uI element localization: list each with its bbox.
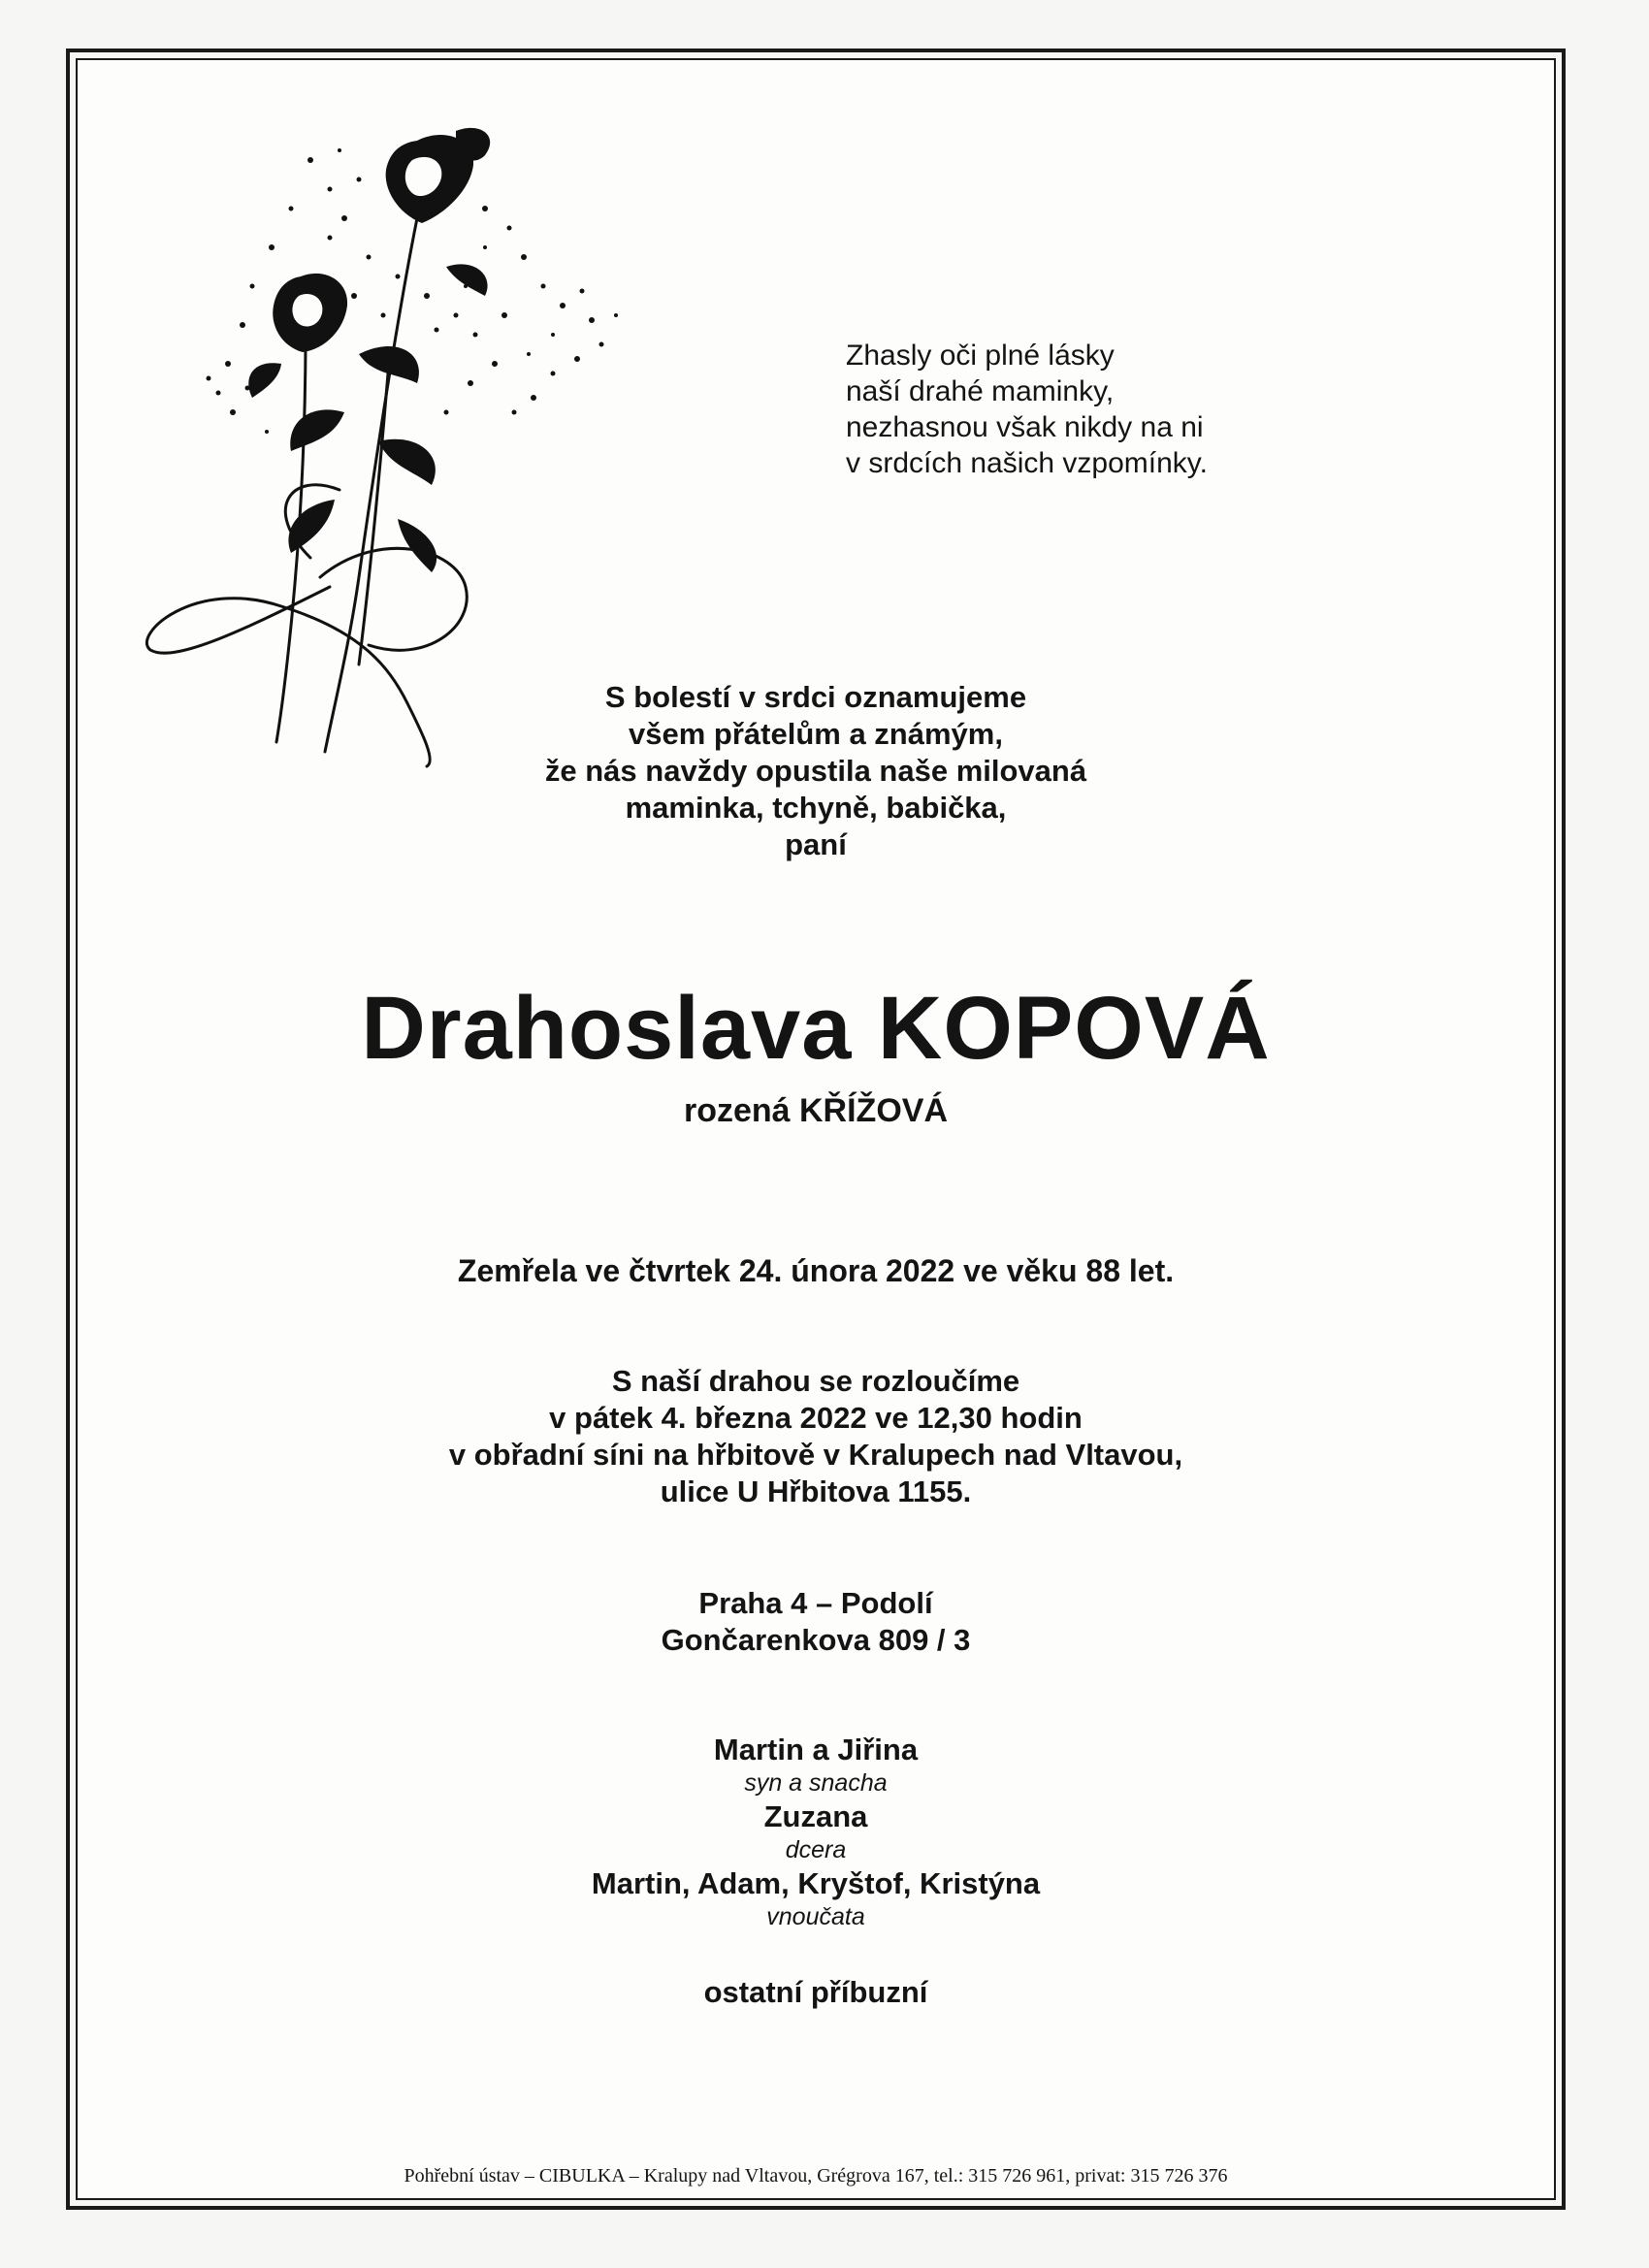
- intro-line: všem přátelům a známým,: [629, 717, 1003, 751]
- intro-line: S bolestí v srdci oznamujeme: [604, 680, 1027, 714]
- family-member-role: syn a snacha: [744, 1769, 888, 1797]
- address-line: Praha 4 – Podolí: [698, 1586, 933, 1620]
- announcement-intro: [76, 679, 1556, 863]
- poem-line: nezhasnou však nikdy na ni: [846, 411, 1204, 443]
- poem: [846, 338, 1208, 481]
- poem-line: Zhasly oči plné lásky: [846, 340, 1115, 372]
- intro-line: že nás navždy opustila naše milovaná: [544, 754, 1087, 788]
- farewell-line: v pátek 4. března 2022 ve 12,30 hodin: [549, 1401, 1083, 1435]
- address-line: Gončarenkova 809 / 3: [661, 1623, 971, 1657]
- family-member-name: Martin a Jiřina: [713, 1733, 919, 1766]
- farewell-details: [76, 1363, 1556, 1510]
- family-list: [76, 1732, 1556, 1932]
- deceased-name: Drahoslava KOPOVÁ: [361, 979, 1271, 1078]
- family-member-role: vnoučata: [766, 1903, 865, 1930]
- family-member-name: Martin, Adam, Kryštof, Kristýna: [591, 1866, 1041, 1900]
- funeral-home-footer: Pohřební ústav – CIBULKA – Kralupy nad Vltavou, Grégrova 167, tel.: 315 726 961, privat: 315 726 376: [404, 2165, 1228, 2187]
- farewell-line: v obřadní síni na hřbitově v Kralupech nad Vltavou,: [448, 1438, 1183, 1472]
- maiden-name: rozená KŘÍŽOVÁ: [683, 1092, 949, 1129]
- death-notice: Zemřela ve čtvrtek 24. února 2022 ve věku 88 let.: [457, 1253, 1175, 1288]
- farewell-line: ulice U Hřbitova 1155.: [660, 1474, 972, 1508]
- farewell-line: S naší drahou se rozloučíme: [611, 1364, 1020, 1398]
- family-member-name: Zuzana: [763, 1799, 868, 1833]
- family-member-role: dcera: [785, 1836, 847, 1863]
- rose-bouquet-illustration: [136, 121, 650, 771]
- poem-line: v srdcích našich vzpomínky.: [846, 447, 1208, 479]
- family-address: [76, 1585, 1556, 1659]
- other-relatives: ostatní příbuzní: [703, 1975, 928, 2009]
- poem-line: naší drahé maminky,: [846, 375, 1115, 407]
- intro-line: paní: [785, 827, 847, 861]
- intro-line: maminka, tchyně, babička,: [625, 791, 1007, 825]
